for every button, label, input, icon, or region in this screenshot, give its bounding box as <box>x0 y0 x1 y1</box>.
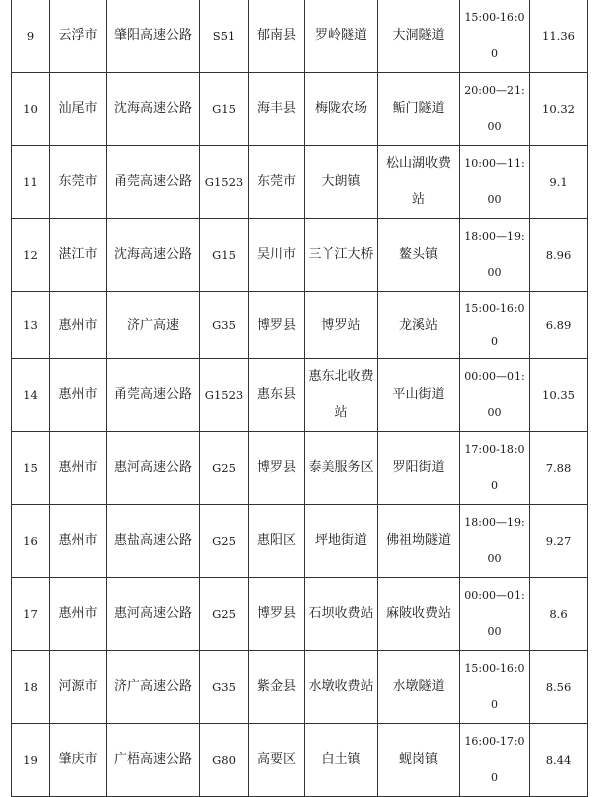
county-cell: 海丰县 <box>249 73 305 146</box>
city-cell: 河源市 <box>50 651 107 724</box>
value-cell: 11.36 <box>530 0 588 73</box>
start-point-cell: 梅陇农场 <box>305 73 378 146</box>
end-point-cell: 蚬岗镇 <box>378 724 460 797</box>
row-number-cell: 13 <box>12 292 50 359</box>
value-cell: 9.27 <box>530 505 588 578</box>
end-point-cell: 松山湖收费站 <box>378 146 460 219</box>
start-point-cell: 石坝收费站 <box>305 578 378 651</box>
value-cell: 7.88 <box>530 432 588 505</box>
city-cell: 惠州市 <box>50 505 107 578</box>
road-cell: 济广高速公路 <box>107 651 200 724</box>
end-point-cell: 佛祖坳隧道 <box>378 505 460 578</box>
row-number-cell: 17 <box>12 578 50 651</box>
county-cell: 惠东县 <box>249 359 305 432</box>
county-cell: 博罗县 <box>249 292 305 359</box>
end-point-cell: 鲘门隧道 <box>378 73 460 146</box>
county-cell: 高要区 <box>249 724 305 797</box>
table-row <box>12 0 588 73</box>
row-number-cell: 16 <box>12 505 50 578</box>
row-number-cell: 10 <box>12 73 50 146</box>
end-point-cell: 大洞隧道 <box>378 0 460 73</box>
end-point-cell: 鳌头镇 <box>378 219 460 292</box>
road-code-cell: G80 <box>200 724 249 797</box>
road-code-cell: G1523 <box>200 146 249 219</box>
table-row <box>12 578 588 651</box>
time-period-cell: 15:00-16:00 <box>460 651 530 724</box>
road-code-cell: G35 <box>200 292 249 359</box>
start-point-cell: 白土镇 <box>305 724 378 797</box>
start-point-cell: 惠东北收费站 <box>305 359 378 432</box>
road-cell: 甬莞高速公路 <box>107 359 200 432</box>
time-period-cell: 18:00—19:00 <box>460 219 530 292</box>
start-point-cell: 泰美服务区 <box>305 432 378 505</box>
time-period-cell: 15:00-16:00 <box>460 0 530 73</box>
road-cell: 惠盐高速公路 <box>107 505 200 578</box>
road-code-cell: G25 <box>200 505 249 578</box>
value-cell: 6.89 <box>530 292 588 359</box>
value-cell: 8.44 <box>530 724 588 797</box>
table-row <box>12 292 588 359</box>
value-cell: 9.1 <box>530 146 588 219</box>
end-point-cell: 龙溪站 <box>378 292 460 359</box>
city-cell: 惠州市 <box>50 432 107 505</box>
time-period-cell: 17:00-18:00 <box>460 432 530 505</box>
table-body <box>12 0 588 797</box>
time-period-cell: 18:00—19:00 <box>460 505 530 578</box>
road-cell: 甬莞高速公路 <box>107 146 200 219</box>
start-point-cell: 罗岭隧道 <box>305 0 378 73</box>
city-cell: 惠州市 <box>50 578 107 651</box>
row-number-cell: 9 <box>12 0 50 73</box>
city-cell: 汕尾市 <box>50 73 107 146</box>
time-period-cell: 16:00-17:00 <box>460 724 530 797</box>
start-point-cell: 大朗镇 <box>305 146 378 219</box>
start-point-cell: 水墩收费站 <box>305 651 378 724</box>
row-number-cell: 12 <box>12 219 50 292</box>
table-row <box>12 146 588 219</box>
county-cell: 博罗县 <box>249 432 305 505</box>
table-row <box>12 359 588 432</box>
city-cell: 肇庆市 <box>50 724 107 797</box>
road-code-cell: G35 <box>200 651 249 724</box>
time-period-cell: 00:00—01:00 <box>460 359 530 432</box>
road-cell: 肇阳高速公路 <box>107 0 200 73</box>
county-cell: 紫金县 <box>249 651 305 724</box>
county-cell: 吴川市 <box>249 219 305 292</box>
road-cell: 广梧高速公路 <box>107 724 200 797</box>
row-number-cell: 18 <box>12 651 50 724</box>
end-point-cell: 麻陂收费站 <box>378 578 460 651</box>
road-code-cell: G15 <box>200 73 249 146</box>
end-point-cell: 罗阳街道 <box>378 432 460 505</box>
row-number-cell: 15 <box>12 432 50 505</box>
congestion-table <box>11 0 588 797</box>
city-cell: 惠州市 <box>50 292 107 359</box>
road-cell: 惠河高速公路 <box>107 578 200 651</box>
county-cell: 惠阳区 <box>249 505 305 578</box>
value-cell: 8.6 <box>530 578 588 651</box>
start-point-cell: 三丫江大桥 <box>305 219 378 292</box>
city-cell: 惠州市 <box>50 359 107 432</box>
value-cell: 8.96 <box>530 219 588 292</box>
road-code-cell: G25 <box>200 432 249 505</box>
time-period-cell: 20:00—21:00 <box>460 73 530 146</box>
row-number-cell: 14 <box>12 359 50 432</box>
table-row <box>12 651 588 724</box>
end-point-cell: 水墩隧道 <box>378 651 460 724</box>
road-cell: 沈海高速公路 <box>107 219 200 292</box>
start-point-cell: 坪地街道 <box>305 505 378 578</box>
road-code-cell: S51 <box>200 0 249 73</box>
road-cell: 惠河高速公路 <box>107 432 200 505</box>
road-code-cell: G25 <box>200 578 249 651</box>
county-cell: 东莞市 <box>249 146 305 219</box>
time-period-cell: 00:00—01:00 <box>460 578 530 651</box>
city-cell: 云浮市 <box>50 0 107 73</box>
row-number-cell: 19 <box>12 724 50 797</box>
table-row <box>12 432 588 505</box>
county-cell: 博罗县 <box>249 578 305 651</box>
city-cell: 湛江市 <box>50 219 107 292</box>
city-cell: 东莞市 <box>50 146 107 219</box>
county-cell: 郁南县 <box>249 0 305 73</box>
table-row <box>12 219 588 292</box>
value-cell: 10.35 <box>530 359 588 432</box>
table-row <box>12 505 588 578</box>
road-cell: 济广高速 <box>107 292 200 359</box>
start-point-cell: 博罗站 <box>305 292 378 359</box>
road-cell: 沈海高速公路 <box>107 73 200 146</box>
table-row <box>12 73 588 146</box>
value-cell: 10.32 <box>530 73 588 146</box>
table-row <box>12 724 588 797</box>
road-code-cell: G1523 <box>200 359 249 432</box>
row-number-cell: 11 <box>12 146 50 219</box>
value-cell: 8.56 <box>530 651 588 724</box>
time-period-cell: 10:00—11:00 <box>460 146 530 219</box>
road-code-cell: G15 <box>200 219 249 292</box>
time-period-cell: 15:00-16:00 <box>460 292 530 359</box>
end-point-cell: 平山街道 <box>378 359 460 432</box>
